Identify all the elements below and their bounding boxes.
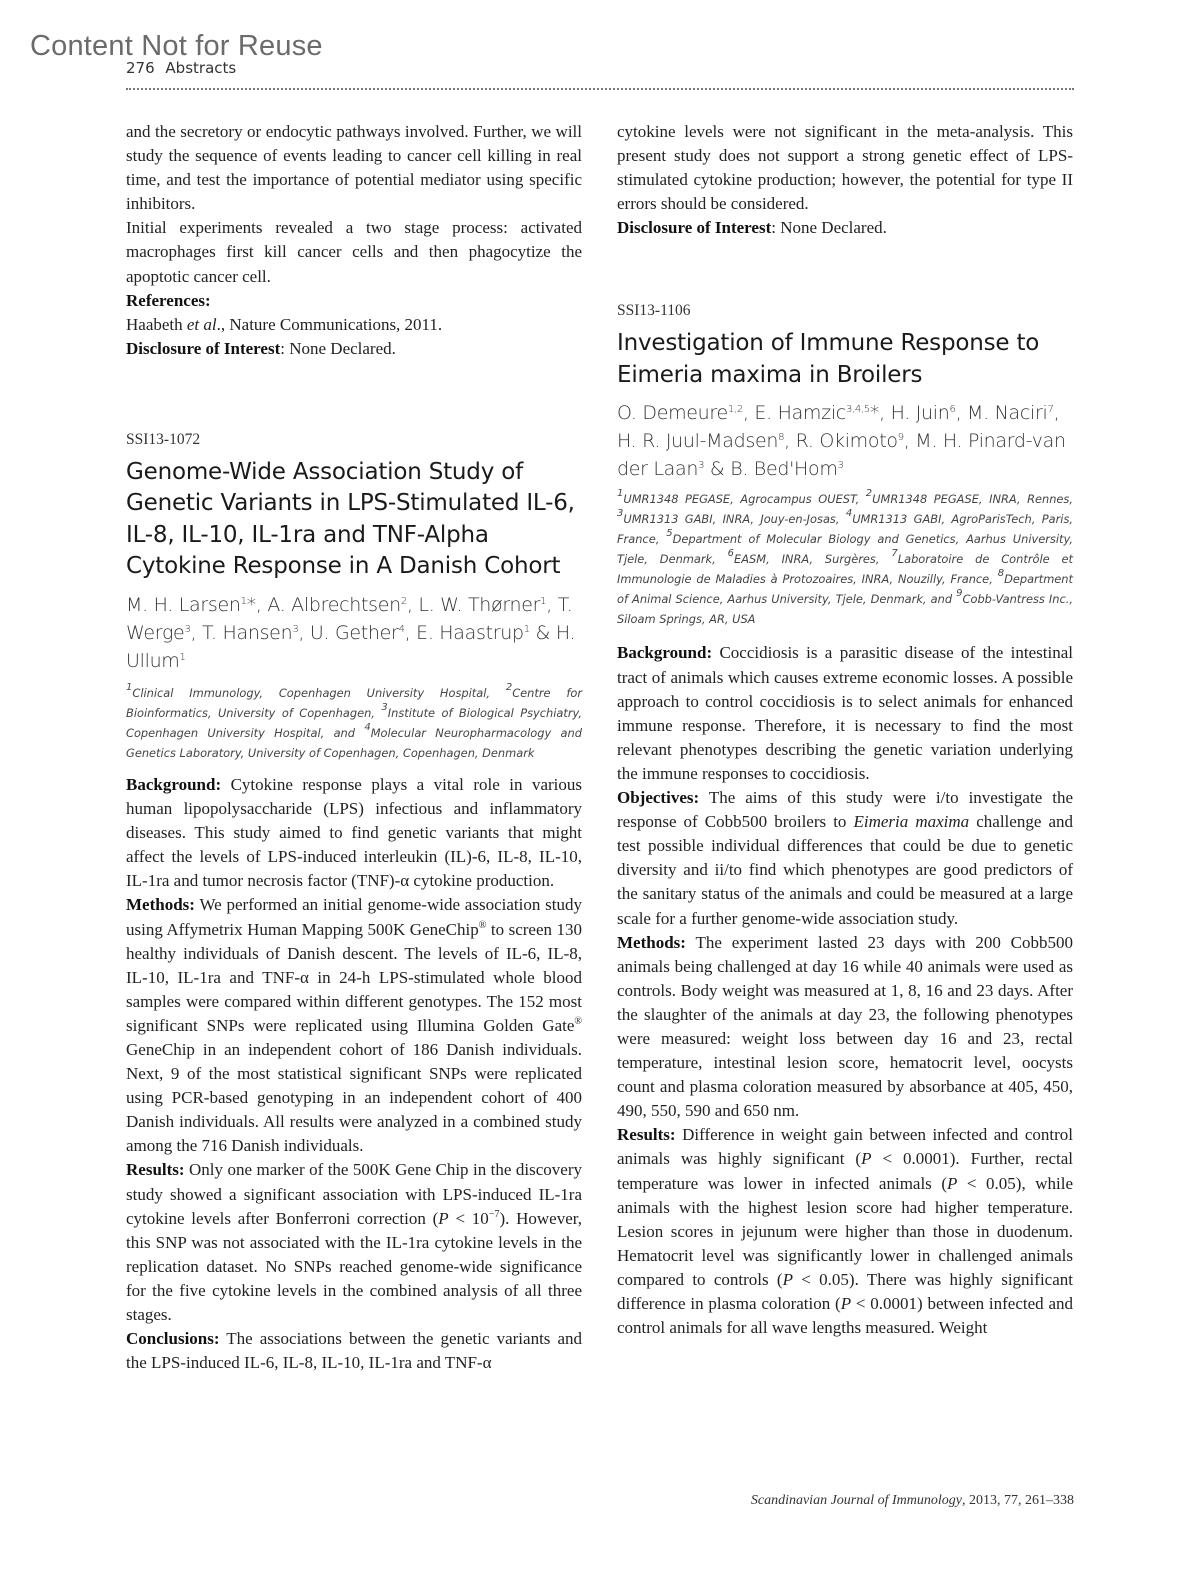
- left-column: [126, 120, 582, 1375]
- author-affiliation-marker: 2: [400, 595, 407, 607]
- continuation-paragraph: and the secretory or endocytic pathways involved. Further, we will study the sequence of events leading to cancer cell killing in real time, and test the importance of potential mediator using specific inhibitors.: [126, 122, 582, 214]
- affiliation-marker: 9: [956, 588, 963, 600]
- affiliation-text: Department of Animal Science, Aarhus University, Tjele, Denmark, and: [617, 572, 1073, 607]
- disclosure-line: Disclosure of Interest: None Declared.: [126, 338, 396, 358]
- header-dotted-rule: [126, 88, 1074, 90]
- affiliation-marker: 1: [617, 488, 624, 500]
- author-name: M. H. Pinard-van der Laan: [617, 430, 1066, 481]
- reference-entry: Haabeth et al., Nature Communications, 2011.: [126, 314, 443, 334]
- affiliations: [126, 683, 582, 763]
- author-affiliation-marker: 1,2: [727, 404, 743, 416]
- affiliation-marker: 4: [845, 508, 853, 520]
- author-separator: ,: [546, 593, 558, 616]
- right-column: [617, 120, 1073, 1340]
- methods-section: Methods: We performed an initial genome-wide association study using Affymetrix Human Mapping 500K GeneChip® to screen 130 healthy individuals of Danish descent. The levels of IL-6, IL-8, IL-10, IL-1ra and TNF-α in 24-h LPS-stimulated whole blood samples were compared within different genotypes. The 152 most significant SNPs were replicated using Illumina Golden Gate® GeneChip in an independent cohort of 186 Danish individuals. Next, 9 of the most statistical significant SNPs were replicated using PCR-based genotyping in an independent cohort of 400 Danish individuals. All results were analyzed in a combined study among the 716 Danish individuals.: [126, 895, 582, 1156]
- author-affiliation-marker: 3: [837, 460, 844, 472]
- author-list: [126, 591, 582, 675]
- affiliation-text: UMR1313 GABI, INRA, Jouy-en-Josas,: [623, 512, 846, 527]
- affiliation-text: Molecular Neuropharmacology and Genetics Laboratory, University of Copenhagen, Copenhagen, Denmark: [126, 725, 582, 760]
- author-separator: ,: [955, 402, 968, 425]
- affiliation-text: UMR1313 GABI, AgroParisTech, Paris, France,: [617, 512, 1073, 547]
- author-name: H. Ullum: [126, 621, 576, 672]
- author-separator: ,: [404, 621, 417, 644]
- abstract-title: Investigation of Immune Response to Eimeria maxima in Broilers: [617, 330, 1040, 388]
- author-affiliation-marker: 3,4,5: [845, 404, 870, 416]
- affiliation-marker: 6: [727, 548, 735, 560]
- author-affiliation-marker: 1: [240, 595, 247, 607]
- author-name: U. Gether: [309, 621, 399, 644]
- author-separator: ,: [742, 402, 755, 425]
- author-affiliation-marker: 3: [292, 623, 299, 635]
- author-name: E. Haastrup: [416, 621, 524, 644]
- affiliation-text: Department of Molecular Biology and Genetics, Aarhus University, Tjele, Denmark,: [617, 532, 1073, 567]
- affiliation-text: Clinical Immunology, Copenhagen University Hospital,: [132, 685, 506, 700]
- author-separator: ,: [190, 621, 202, 644]
- author-affiliation-marker: 1: [523, 623, 530, 635]
- affiliation-text: Institute of Biological Psychiatry, Copenhagen University Hospital, and: [126, 705, 582, 740]
- author-name: H. R. Juul-Madsen: [617, 430, 779, 453]
- author-separator: &: [529, 621, 556, 644]
- journal-footer: Scandinavian Journal of Immunology, 2013, 77, 261–338: [750, 1493, 1074, 1508]
- author-affiliation-marker: 1: [179, 651, 186, 663]
- watermark: Content Not for Reuse: [30, 30, 323, 62]
- affiliations: [617, 489, 1073, 629]
- running-head: [126, 59, 236, 77]
- abstract-title: Genome-Wide Association Study of Genetic Variants in LPS-Stimulated IL-6, IL-8, IL-10, IL-1ra and TNF-Alpha Cytokine Response in A Danish Cohort: [126, 458, 575, 580]
- author-affiliation-marker: 4: [398, 623, 405, 635]
- continuation-paragraph: cytokine levels were not significant in the meta-analysis. This present study does not support a strong genetic effect of LPS-stimulated cytokine production; however, the potential for type II errors should be considered.: [617, 122, 1073, 214]
- affiliation-marker: 2: [865, 488, 873, 500]
- author-name: M. Naciri: [967, 402, 1048, 425]
- results-section: Results: Difference in weight gain between infected and control animals was highly significant (P < 0.0001). Further, rectal temperature was lower in infected animals (P < 0.05), while animals with the highest lesion score had higher temperature. Lesion scores in jejunum were higher than those in duodenum. Hematocrit level was significantly lower in challenged animals compared to controls (P < 0.05). There was highly significant difference in plasma coloration (P < 0.0001) between infected and control animals for all wave lengths measured. Weight: [617, 1125, 1073, 1338]
- abstract-id: SSI13-1072: [126, 430, 201, 448]
- author-name: M. H. Larsen: [126, 593, 241, 616]
- affiliation-text: Centre for Bioinformatics, University of Copenhagen,: [126, 685, 582, 720]
- author-name: R. Okimoto: [795, 430, 898, 453]
- affiliation-marker: 1: [126, 681, 133, 693]
- methods-section: Methods: The experiment lasted 23 days with 200 Cobb500 animals being challenged at day 16 while 40 animals were used as controls. Body weight was measured at 1, 8, 16 and 23 days. After the slaughter of the animals at day 23, the following phenotypes were measured: weight loss between day 16 and 23, rectal temperature, intestinal lesion score, hematocrit level, oocysts count and plasma coloration measured by absorbance at 405, 450, 490, 550, 590 and 650 nm.: [617, 932, 1073, 1121]
- author-name: H. Juin: [890, 402, 950, 425]
- affiliation-marker: 4: [364, 721, 371, 733]
- author-affiliation-marker: 6: [949, 404, 956, 416]
- author-name: A. Albrechtsen: [267, 593, 401, 616]
- affiliation-marker: 5: [666, 528, 673, 540]
- affiliation-text: UMR1348 PEGASE, Agrocampus OUEST,: [623, 492, 866, 507]
- author-affiliation-marker: 3: [184, 623, 191, 635]
- author-name: L. W. Thørner: [418, 593, 541, 616]
- author-affiliation-marker: 7: [1047, 404, 1054, 416]
- affiliation-text: Cobb-Vantress Inc., Siloam Springs, AR, USA: [617, 592, 1073, 627]
- background-section: Background: Coccidiosis is a parasitic disease of the intestinal tract of animals which causes extreme economic losses. A possible approach to control coccidiosis is to select animals for enhanced immune response. Therefore, it is necessary to find the most relevant phenotypes describing the genetic variation underlying the immune responses to coccidiosis.: [617, 643, 1073, 783]
- affiliation-marker: 7: [891, 548, 898, 560]
- author-separator: ,: [406, 593, 419, 616]
- author-separator: *,: [246, 593, 268, 616]
- affiliation-text: Laboratoire de Contrôle et Immunologie de Maladies à Protozoaires, INRA, Nouzilly, France,: [617, 552, 1073, 587]
- author-separator: ,: [784, 430, 796, 453]
- references-heading: References:: [126, 290, 211, 310]
- disclosure-line: Disclosure of Interest: None Declared.: [617, 218, 887, 238]
- author-affiliation-marker: 1: [540, 595, 547, 607]
- author-name: E. Hamzic: [754, 402, 846, 425]
- author-name: B. Bed'Hom: [730, 458, 838, 481]
- affiliation-marker: 3: [381, 701, 388, 713]
- author-affiliation-marker: 8: [778, 432, 785, 444]
- conclusions-section: Conclusions: The associations between the genetic variants and the LPS-induced IL-6, IL-8, IL-10, IL-1ra and TNF-α: [126, 1329, 582, 1373]
- author-separator: ,: [298, 621, 310, 644]
- abstract-id: SSI13-1106: [617, 302, 691, 320]
- affiliation-text: EASM, INRA, Surgères,: [734, 552, 892, 567]
- continuation-paragraph: Initial experiments revealed a two stage process: activated macrophages first kill cancer cells and then phagocytize the apoptotic cancer cell.: [126, 218, 582, 286]
- objectives-section: Objectives: The aims of this study were i/to investigate the response of Cobb500 broilers to Eimeria maxima challenge and test possible individual differences that could be due to genetic diversity and ii/to find which phenotypes are good predictors of the sanitary status of the animals and could be measured at a large scale for a further genome-wide association study.: [617, 788, 1073, 928]
- affiliation-text: UMR1348 PEGASE, INRA, Rennes,: [872, 492, 1073, 507]
- author-list: [617, 399, 1073, 483]
- author-separator: ,: [903, 430, 916, 453]
- affiliation-marker: 3: [617, 508, 624, 520]
- author-name: T. Werge: [126, 593, 573, 644]
- author-affiliation-marker: 3: [698, 460, 705, 472]
- author-affiliation-marker: 9: [897, 432, 904, 444]
- page-number: 276: [126, 59, 155, 77]
- author-separator: ,: [1053, 402, 1060, 425]
- background-section: Background: Cytokine response plays a vital role in various human lipopolysaccharide (LPS) infectious and inflammatory diseases. This study aimed to find genetic variants that might affect the levels of LPS-induced interleukin (IL)-6, IL-8, IL-10, IL-1ra and tumor necrosis factor (TNF)-α cytokine production.: [126, 774, 582, 891]
- author-name: T. Hansen: [201, 621, 293, 644]
- affiliation-marker: 2: [505, 681, 513, 693]
- results-section: Results: Only one marker of the 500K Gene Chip in the discovery study showed a significant association with LPS-induced IL-1ra cytokine levels after Bonferroni correction $(P < 10^{-7})$. However, this SNP was not associated with the IL-1ra cytokine levels in the replication dataset. No SNPs reached genome-wide significance for the five cytokine levels in the combined analysis of all three stages.: [126, 1160, 583, 1324]
- affiliation-marker: 8: [997, 568, 1005, 580]
- author-separator: *,: [869, 402, 891, 425]
- section-name: Abstracts: [165, 59, 237, 77]
- author-name: O. Demeure: [617, 402, 728, 425]
- author-separator: &: [704, 458, 731, 481]
